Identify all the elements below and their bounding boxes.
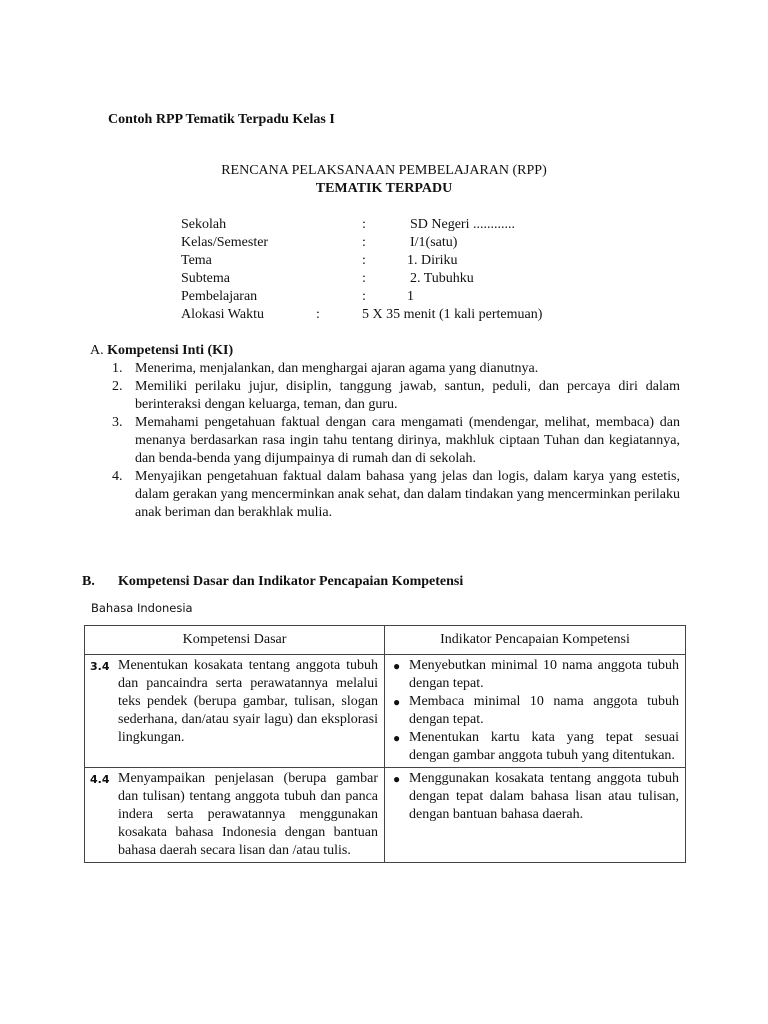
section-title: Kompetensi Dasar dan Indikator Pencapaian Kompetensi xyxy=(118,574,464,589)
section-b-heading xyxy=(82,573,463,591)
info-value: SD Negeri ............ xyxy=(410,217,515,232)
list-item xyxy=(385,693,679,729)
bullet-icon: ● xyxy=(393,659,401,673)
kd-cell xyxy=(85,768,385,863)
document-title: Contoh RPP Tematik Terpadu Kelas I xyxy=(108,112,335,127)
info-value: 2. Tubuhku xyxy=(410,271,474,286)
rpp-heading xyxy=(0,162,768,198)
info-value: 1. Diriku xyxy=(407,253,458,268)
bullet-icon: ● xyxy=(393,695,401,709)
table-header-row xyxy=(85,626,686,655)
item-number: 2. xyxy=(112,379,123,394)
info-label: Alokasi Waktu xyxy=(181,307,264,322)
info-row-pembelajaran xyxy=(181,288,681,306)
competency-table xyxy=(84,625,686,863)
column-header: Kompetensi Dasar xyxy=(85,626,385,655)
indicator-text: Menyebutkan minimal 10 nama anggota tubuh dengan tepat. xyxy=(409,658,679,691)
rpp-heading-line2: TEMATIK TERPADU xyxy=(315,181,453,196)
kd-text: Menentukan kosakata tentang anggota tubuh dan pancaindra serta perawatannya melalui teks pendek (berupa gambar, tulisan, slogan sederhana, dan/atau syair lagu) dan eksplorasi lingkungan. xyxy=(118,658,378,745)
kd-text: Menyampaikan penjelasan (berupa gambar dan tulisan) tentang anggota tubuh dan panca indera serta perawatannya menggunakan kosakata bahasa Indonesia dengan bantuan bahasa daerah secara lisan dan /atau tulis. xyxy=(118,771,378,858)
section-letter: A. xyxy=(90,343,104,358)
info-label: Subtema xyxy=(181,271,230,286)
item-text: Memiliki perilaku jujur, disiplin, tanggung jawab, santun, peduli, dan percaya diri dalam berinteraksi dengan keluarga, teman, dan guru. xyxy=(135,379,680,412)
list-item xyxy=(90,468,680,522)
indicator-text: Membaca minimal 10 nama anggota tubuh dengan tepat. xyxy=(409,694,679,727)
bullet-icon: ● xyxy=(393,772,401,786)
table-row xyxy=(85,655,686,768)
info-row-tema xyxy=(181,252,681,270)
indicator-cell xyxy=(385,768,686,863)
indicator-list xyxy=(385,770,679,824)
item-text: Menyajikan pengetahuan faktual dalam bahasa yang jelas dan logis, dalam karya yang estetis, dalam gerakan yang mencerminkan anak sehat, dan dalam tindakan yang mencerminkan perilaku anak beriman dan berakhlak mulia. xyxy=(135,469,681,520)
kd-cell xyxy=(85,655,385,768)
info-row-sekolah xyxy=(181,216,681,234)
table-row xyxy=(85,768,686,863)
kd-code: 3.4 xyxy=(90,660,110,673)
identity-block xyxy=(181,216,681,324)
section-kompetensi-inti xyxy=(90,342,680,522)
info-colon: : xyxy=(362,289,366,304)
bullet-icon: ● xyxy=(393,731,401,745)
info-row-kelas xyxy=(181,234,681,252)
indicator-text: Menentukan kartu kata yang tepat sesuai dengan gambar anggota tubuh yang ditentukan. xyxy=(409,730,679,763)
section-a-heading xyxy=(90,342,680,360)
ki-list xyxy=(90,360,680,522)
indicator-text: Menggunakan kosakata tentang anggota tubuh dengan tepat dalam bahasa lisan atau tulisan, dengan bantuan bahasa daerah. xyxy=(409,771,679,822)
section-title: Kompetensi Inti (KI) xyxy=(107,343,234,358)
info-colon: : xyxy=(316,307,320,322)
info-label: Sekolah xyxy=(181,217,227,232)
info-value: 5 X 35 menit (1 kali pertemuan) xyxy=(362,307,543,322)
info-row-alokasi xyxy=(181,306,681,324)
info-value: 1 xyxy=(407,289,414,304)
subject-label: Bahasa Indonesia xyxy=(91,601,193,615)
indicator-cell xyxy=(385,655,686,768)
item-number: 3. xyxy=(112,415,123,430)
info-colon: : xyxy=(362,235,366,250)
info-row-subtema xyxy=(181,270,681,288)
list-item xyxy=(385,657,679,693)
list-item xyxy=(385,729,679,765)
info-value: I/1(satu) xyxy=(410,235,458,250)
section-letter: B. xyxy=(82,574,95,589)
indicator-list xyxy=(385,657,679,765)
info-colon: : xyxy=(362,271,366,286)
info-label: Kelas/Semester xyxy=(181,235,269,250)
info-label: Tema xyxy=(181,253,212,268)
item-number: 1. xyxy=(112,361,123,376)
list-item xyxy=(90,378,680,414)
item-text: Menerima, menjalankan, dan menghargai ajaran agama yang dianutnya. xyxy=(135,361,539,376)
kd-code: 4.4 xyxy=(90,773,110,786)
list-item xyxy=(90,360,680,378)
item-text: Memahami pengetahuan faktual dengan cara mengamati (mendengar, melihat, membaca) dan menanya berdasarkan rasa ingin tahu tentang dirinya, makhluk ciptaan Tuhan dan kegiatannya, dan benda-benda yang dijumpainya di rumah dan di sekolah. xyxy=(135,415,680,466)
info-colon: : xyxy=(362,217,366,232)
column-header: Indikator Pencapaian Kompetensi xyxy=(385,626,686,655)
info-label: Pembelajaran xyxy=(181,289,258,304)
info-colon: : xyxy=(362,253,366,268)
list-item xyxy=(90,414,680,468)
item-number: 4. xyxy=(112,469,123,484)
list-item xyxy=(385,770,679,824)
rpp-heading-line1: RENCANA PELAKSANAAN PEMBELAJARAN (RPP) xyxy=(221,163,547,178)
